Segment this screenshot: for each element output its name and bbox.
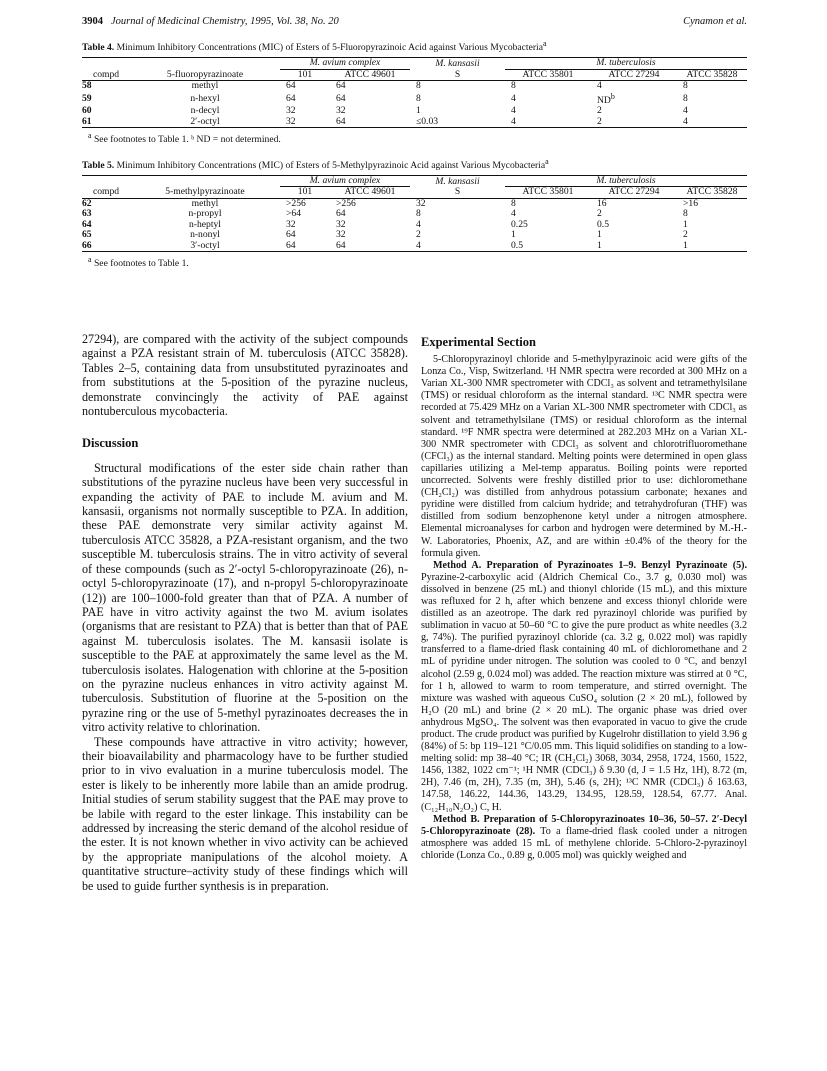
mic-value: 64 bbox=[336, 208, 346, 220]
mic-value: >256 bbox=[286, 197, 306, 209]
ester-name: n-heptyl bbox=[189, 218, 221, 230]
table5-body bbox=[82, 198, 747, 252]
table-row bbox=[82, 220, 747, 231]
mic-value: 8 bbox=[416, 92, 421, 104]
table4-caption bbox=[82, 38, 747, 54]
right-column bbox=[421, 332, 747, 893]
ester-name: methyl bbox=[191, 197, 219, 209]
mic-value: 1 bbox=[597, 239, 602, 251]
mic-value: 64 bbox=[336, 92, 346, 104]
journal-citation: Journal of Medicinal Chemistry, 1995, Vol. 38, No. 20 bbox=[111, 16, 339, 27]
mic-value: 1 bbox=[683, 218, 688, 230]
table5-footnote bbox=[82, 255, 747, 269]
mic-value: 4 bbox=[416, 239, 421, 251]
method-b-lead: Method B. Preparation of 5-Chloropyrazinoates 10–36, 50–57. 2′-Decyl 5-Chloropyrazinoate (28). bbox=[421, 813, 747, 837]
table4-group-avium: M. avium complex bbox=[280, 58, 410, 70]
table4-label: Table 4. bbox=[82, 42, 115, 54]
mic-value: 32 bbox=[286, 218, 296, 230]
compound-number: 61 bbox=[82, 115, 92, 127]
mic-value: $ND^b$ bbox=[597, 91, 615, 106]
mic-value: 32 bbox=[286, 105, 296, 117]
mic-value: 4 bbox=[683, 115, 688, 127]
table5-caption bbox=[82, 156, 747, 172]
ester-name: 3′-octyl bbox=[190, 239, 220, 251]
table5-header-cell: ATCC 27294 bbox=[608, 186, 660, 198]
discussion-heading: Discussion bbox=[82, 436, 139, 451]
table-row bbox=[82, 92, 747, 107]
mic-value: 64 bbox=[336, 239, 346, 251]
table4-header-cell: ATCC 35801 bbox=[522, 68, 574, 80]
mic-value: 4 bbox=[511, 115, 516, 127]
discussion-paragraph-1: Structural modifications of the ester side chain rather than substitutions of the pyrazine nucleus have been very successful in expanding the activity of PAE to include M. avium and M. kansasii, organisms not normally susceptible to PZA. In addition, these PAE demonstrate very similar activity against M. tuberculosis ATCC 35828, a PZA-resistant organism, and the two susceptible M. tuberculosis strains. The in vitro activity of several of these compounds (such as 2′-octyl 5-chloropyrazinoate (26), n-octyl 5-chloropyrazinoate (17), and n-propyl 5-chloropyrazinoate (12)) are 100–1000-fold greater than that of PZA. A number of PAE have in vitro activity against the two M. avium isolates (organisms that are resistant to PZA) that is better than that of PAE against M. tuberculosis isolates. The M. kansasii isolate is susceptible to the PAE at approximately the same level as the M. tuberculosis isolates. Halogenation with chlorine at the 5-position on the pyrazine nucleus enhances in vitro activity against M. tuberculosis. Substitution of fluorine at the 5-position on the pyrazine ring or the use of 5-methyl pyrazinoates decreases the in vitro activity relative to chlorination. bbox=[82, 460, 408, 735]
discussion-paragraph-2: These compounds have attractive in vitro activity; however, their bioavailability and pharmacology have to be further studied prior to in vivo evaluation in a murine tuberculosis model. The ester is likely to be inherently more labile than an amide prodrug. Initial studies of serum stability suggest that the PAE may prove to be labile with regard to the ester linkage. This instability can be addressed by increasing the steric demand of the alcohol residue of the ester. It is not known whether in vivo activity can be achieved by the appropriate manipulations of the alcohol moiety. A quantitative structure–activity study of these findings which will be used to guide further synthesis is in preparation. bbox=[82, 734, 408, 893]
mic-value: 64 bbox=[286, 80, 296, 92]
table5-header-cell: ATCC 49601 bbox=[344, 186, 396, 198]
mic-value: 64 bbox=[286, 229, 296, 241]
mic-value: 4 bbox=[597, 80, 602, 92]
mic-value: 2 bbox=[597, 105, 602, 117]
table4-footnote-mark: a bbox=[88, 131, 92, 141]
compound-number: 66 bbox=[82, 239, 92, 251]
mic-value: 2 bbox=[416, 229, 421, 241]
compound-number: 60 bbox=[82, 105, 92, 117]
mic-value: 8 bbox=[416, 208, 421, 220]
table5-header-cell: S bbox=[454, 186, 461, 198]
table5-caption-text: Minimum Inhibitory Concentrations (MIC) of Esters of 5-Methylpyrazinoic Acid against Various Mycobacteria bbox=[116, 159, 546, 171]
ester-name: n-propyl bbox=[188, 208, 222, 220]
mic-value: 32 bbox=[336, 218, 346, 230]
left-column bbox=[82, 332, 408, 893]
compound-number: 63 bbox=[82, 208, 92, 220]
compound-number: 58 bbox=[82, 80, 92, 92]
mic-value: ≤0.03 bbox=[416, 115, 439, 127]
mic-value: 4 bbox=[683, 105, 688, 117]
table4 bbox=[82, 57, 747, 128]
table-row bbox=[82, 81, 747, 92]
table5-header-cell: ATCC 35828 bbox=[686, 186, 738, 198]
mic-value: 8 bbox=[683, 208, 688, 220]
mic-value: 4 bbox=[511, 208, 516, 220]
mic-value: >64 bbox=[286, 208, 302, 220]
method-b-body: To a flame-dried flask cooled under a nitrogen atmosphere was added 15 mL of methylene chloride. 5-Chloro-2-pyrazinoyl chloride (Lonza Co., 0.89 g, 0.005 mol) was quickly weighed and bbox=[421, 825, 747, 861]
mic-value: 16 bbox=[597, 197, 607, 209]
mic-value: 4 bbox=[511, 92, 516, 104]
compound-number: 62 bbox=[82, 197, 92, 209]
running-header bbox=[82, 16, 747, 36]
table4-caption-text: Minimum Inhibitory Concentrations (MIC) of Esters of 5-Fluoropyrazinoic Acid against Various Mycobacteria bbox=[116, 42, 543, 54]
table5-footnote-mark: a bbox=[88, 255, 92, 265]
table5-caption-mark: a bbox=[545, 156, 549, 166]
method-a-lead: Method A. Preparation of Pyrazinoates 1–9. Benzyl Pyrazinoate (5). bbox=[433, 559, 747, 571]
table5-group-tb: M. tuberculosis bbox=[505, 176, 747, 188]
table5 bbox=[82, 175, 747, 253]
mic-value: 32 bbox=[416, 197, 426, 209]
mic-value: 8 bbox=[683, 92, 688, 104]
table5-group-avium: M. avium complex bbox=[280, 176, 410, 188]
table-row bbox=[82, 230, 747, 241]
table-row bbox=[82, 198, 747, 209]
table4-header-cell: 101 bbox=[297, 68, 313, 80]
table-row bbox=[82, 209, 747, 220]
mic-value: 32 bbox=[286, 115, 296, 127]
table4-header-cell: 5-fluoropyrazinoate bbox=[166, 68, 244, 80]
table4-footnote bbox=[82, 131, 747, 145]
page-top bbox=[82, 16, 747, 269]
table-row bbox=[82, 241, 747, 252]
table5-group-kansasii: M. kansasii bbox=[435, 175, 480, 187]
mic-value: 0.5 bbox=[511, 239, 523, 251]
compound-number: 64 bbox=[82, 218, 92, 230]
compound-number: 65 bbox=[82, 229, 92, 241]
table5-header-cell: compd bbox=[92, 186, 120, 198]
mic-value: 2 bbox=[683, 229, 688, 241]
table5-header-cell: ATCC 35801 bbox=[522, 186, 574, 198]
mic-value: 8 bbox=[683, 80, 688, 92]
table4-group-kansasii: M. kansasii bbox=[435, 58, 480, 70]
mic-value: 1 bbox=[683, 239, 688, 251]
ester-name: methyl bbox=[191, 80, 219, 92]
method-b-paragraph bbox=[421, 814, 747, 862]
mic-value: 32 bbox=[336, 105, 346, 117]
ester-name: 2′-octyl bbox=[190, 115, 220, 127]
experimental-paragraph-1: 5-Chloropyrazinoyl chloride and 5-methylpyrazinoic acid were gifts of the Lonza Co., Visp, Switzerland. ¹H NMR spectra were recorded at 300 MHz on a Varian XL-300 NMR spectrometer with CDCl₃ as solvent and tetramethylsilane (TMS) or residual chloroform as the internal standard. ¹³C NMR spectra were recorded at 75.429 MHz on a Varian XL-300 NMR spectrometer with CDCl₃ as solvent and tetramethylsilane (TMS) or residual chloroform as the internal standard. ¹⁹F NMR spectra were determined at 282.203 MHz on a Varian XL-300 NMR spectrometer with CDCl₃ as solvent and chlorotrifluoromethane (CFCl₃) as the internal standard. Melting points were determined in open glass capillaries utilizing a Mel-temp apparatus. Boiling points were reported uncorrected. Solvents were freshly distilled prior to use: dichloromethane (CH₂Cl₂) was distilled from anhydrous potassium carbonate; hexanes and pyridine were distilled from calcium hydride; and tetrahydrofuran (THF) was distilled from sodium benzophenone ketyl under a nitrogen atmosphere. Elemental microanalyses for carbon and hydrogen were determined by M.-H.-W. Laboratories, Phoenix, AZ, and are within ±0.4% of the theory for the formula given. bbox=[421, 354, 747, 559]
ester-name: n-decyl bbox=[190, 105, 220, 117]
method-a-body: Pyrazine-2-carboxylic acid (Aldrich Chemical Co., 3.7 g, 0.030 mol) was dissolved in benzene (25 mL) and thionyl chloride (15 mL), and this mixture was refluxed for 2 h, after which benzene and excess thionyl chloride were distilled as an azeotrope. The dark red pyrazinoyl chloride was purified by sublimation in vacuo at 50–60 °C to give the pure product as white needles (3.2 g, 74%). The purified pyrazinoyl chloride (ca. 3.2 g, 0.022 mol) was rapidly transferred to a flame-dried flask containing 40 mL of dichloromethane and 2 mL of pyridine under nitrogen. The solution was cooled to 0 °C, and benzyl alcohol (2.59 g, 0.024 mol) was added. The reaction mixture was stirred at 0 °C, for 1 h, allowed to warm to room temperature, and stirred overnight. The mixture was washed with aqueous CuSO₄ solution (2 × 20 mL), followed by H₂O (20 mL) and brine (2 × 20 mL). The organic phase was dried over anhydrous MgSO₄. The solvent was then evaporated in vacuo to give the crude product. The crude product was purified by Kugelrohr distillation to yield 3.96 g (84%) of 5: bp 119–121 °C/0.05 mm. This liquid solidifies on standing to a low-melting solid: mp 38–40 °C; IR (CH₂Cl₂) 3068, 3034, 2958, 1724, 1560, 1522, 1456, 1382, 1022 cm⁻¹; ¹H NMR (CDCl₃) δ 9.30 (d, J = 1.5 Hz, 1H), 8.72 (m, 2H), 7.46 (m, 2H), 7.35 (m, 3H), 5.46 (s, 2H); ¹³C NMR (CDCl₃) δ 163.63, 147.58, 146.22, 144.36, 143.29, 134.95, 128.59, 128.54, 67.77. Anal. (C₁₂H₁₀N₂O₂) C, H. bbox=[421, 571, 747, 813]
table-row bbox=[82, 106, 747, 117]
table-row bbox=[82, 117, 747, 128]
method-a-paragraph bbox=[421, 560, 747, 814]
mic-value: 1 bbox=[597, 229, 602, 241]
table4-header-cell: compd bbox=[92, 68, 120, 80]
table4-header-cell: ATCC 49601 bbox=[344, 68, 396, 80]
mic-value: 0.25 bbox=[511, 218, 528, 230]
table4-footnote-text: See footnotes to Table 1. ᵇ ND = not determined. bbox=[93, 134, 281, 146]
mic-value: 8 bbox=[511, 197, 516, 209]
mic-value: 4 bbox=[511, 105, 516, 117]
body-columns bbox=[82, 332, 747, 893]
mic-value: 64 bbox=[286, 92, 296, 104]
mic-value: 2 bbox=[597, 208, 602, 220]
mic-value: 4 bbox=[416, 218, 421, 230]
nd-footnote-mark: b bbox=[610, 91, 615, 101]
ester-name: n-nonyl bbox=[190, 229, 220, 241]
mic-value: >256 bbox=[336, 197, 356, 209]
mic-value: 2 bbox=[597, 115, 602, 127]
table4-header-cell: ATCC 35828 bbox=[686, 68, 738, 80]
table5-header-cell: 101 bbox=[297, 186, 313, 198]
table4-caption-mark: a bbox=[542, 39, 547, 48]
mic-value: 1 bbox=[416, 105, 421, 117]
running-authors: Cynamon et al. bbox=[683, 16, 747, 27]
table4-header-cell: S bbox=[454, 68, 461, 80]
ester-name: n-hexyl bbox=[190, 92, 220, 104]
intro-paragraph: 27294), are compared with the activity of the subject compounds against a PZA resistant strain of M. tuberculosis (ATCC 35828). Tables 2–5, containing data from unsubstituted pyrazinoates and from substitutions at the 5-position of the pyrazine nucleus, demonstrate convincingly the activity of PAE against nontuberculous mycobacteria. bbox=[82, 332, 408, 419]
compound-number: 59 bbox=[82, 92, 92, 104]
experimental-heading: Experimental Section bbox=[421, 335, 536, 349]
mic-value: 64 bbox=[336, 115, 346, 127]
mic-value: 32 bbox=[336, 229, 346, 241]
mic-value: 64 bbox=[286, 239, 296, 251]
mic-value: 1 bbox=[511, 229, 516, 241]
mic-value: 0.5 bbox=[597, 218, 609, 230]
table5-footnote-text: See footnotes to Table 1. bbox=[93, 258, 189, 270]
page-number: 3904 bbox=[82, 16, 103, 27]
table4-group-tb: M. tuberculosis bbox=[505, 58, 747, 70]
mic-value: >16 bbox=[683, 197, 699, 209]
table4-header-cell: ATCC 27294 bbox=[608, 68, 660, 80]
mic-value: 64 bbox=[336, 80, 346, 92]
table4-body bbox=[82, 81, 747, 128]
table5-header-cell: 5-methylpyrazinoate bbox=[165, 186, 245, 198]
mic-value: 8 bbox=[416, 80, 421, 92]
mic-value: 8 bbox=[511, 80, 516, 92]
table5-label: Table 5. bbox=[82, 159, 115, 171]
